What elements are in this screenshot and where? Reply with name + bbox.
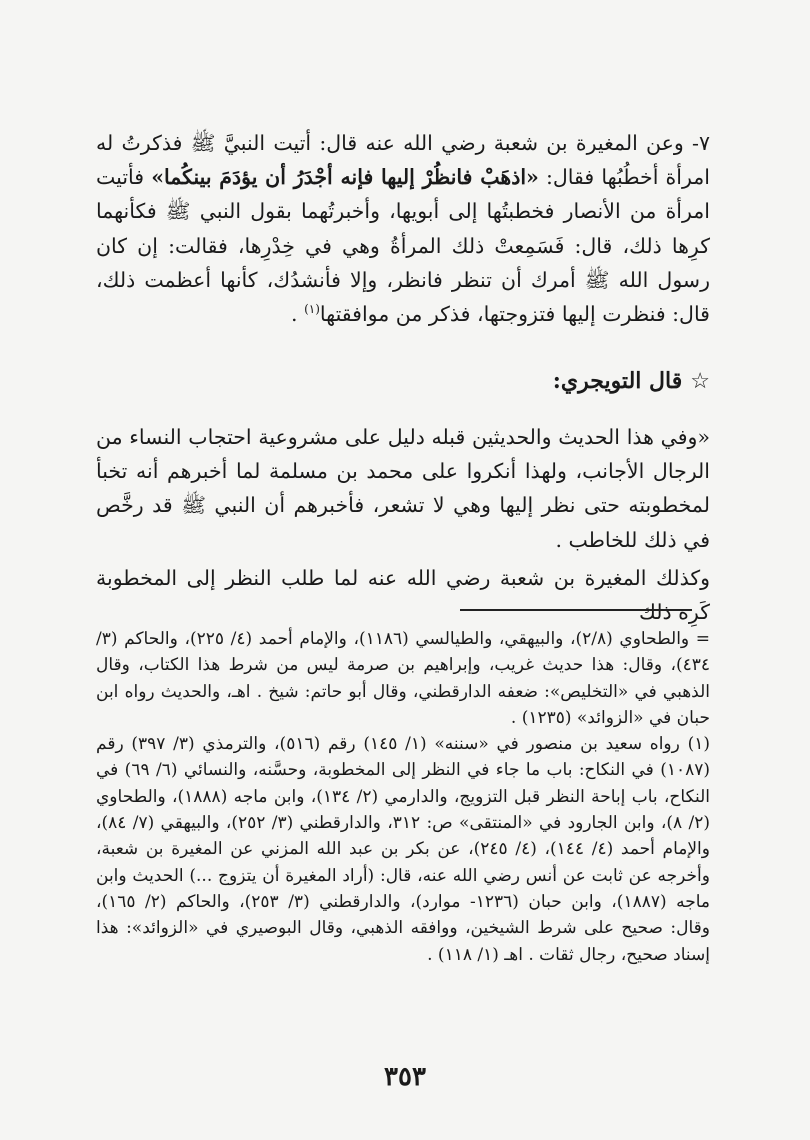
footnote-continuation: = والطحاوي (٢/٨)، والبيهقي، والطيالسي (١١٨٦)، والإمام أحمد (٤/ ٢٢٥)، والحاكم (٣/ ٤٣٤)، وقال: هذا حديث غريب، وإبراهيم بن صرمة ليس من شرط هذا الكتاب، وقال الذهبي في «التخليص»: ضعفه الدارقطني، وقال أبو حاتم: شيخ . اهـ، والحديث رواه ابن حبان في «الزوائد» (١٢٣٥) . [96,629,711,728]
commentary [96,420,710,629]
hadith-end: . [291,302,305,327]
section-heading-title: قال التويجري: [552,368,683,394]
hadith-text: ٧- وعن المغيرة بن شعبة رضي الله عنه قال: أتيت النبيَّ ﷺ فذكرتُ له امرأة أخطُبُها فقال: [96,131,710,190]
footnote-ref[interactable]: (١) [304,302,320,317]
hadith-quote: «اذهَبْ فانظُرْ إليها فإنه أجْدَرُ أن يؤدَمَ بينكُما» [151,165,539,190]
commentary-paragraph-2: وكذلك المغيرة بن شعبة رضي الله عنه لما طلب النظر إلى المخطوبة كَرِه ذلك [96,565,710,625]
footnotes [96,626,710,968]
star-icon: ☆ [690,369,710,394]
commentary-paragraph-1: «وفي هذا الحديث والحديثين قبله دليل على مشروعية احتجاب النساء من الرجال الأجانب، ولهذا أنكروا على محمد بن مسلمة لما أخبرهم أنه تخبأ لمخطوبته حتى نظر إليها وهي لا تشعر، فأخبرهم أن النبي ﷺ قد رخَّص في ذلك للخاطب . [96,425,710,552]
hadith-text-after: فأتيت امرأة من الأنصار فخطبتُها إلى أبويها، وأخبرتُهما بقول النبي ﷺ فكأنهما كرِها ذلك، قال: فَسَمِعتْ ذلك المرأةُ وهي في خِدْرِها، فقالت: إن كان رسول الله ﷺ أمرك أن تنظر فانظر، وإلا فأنشدُك، كأنها أعظمت ذلك، قال: فنظرت إليها فتزوجتها، فذكر من موافقتها [96,165,710,327]
section-heading [96,364,710,399]
hadith-paragraph [96,126,710,331]
footnote-1: (١) رواه سعيد بن منصور في «سننه» (١/ ١٤٥) رقم (٥١٦)، والترمذي (٣/ ٣٩٧) رقم (١٠٨٧) في النكاح: باب ما جاء في النظر إلى المخطوبة، وحسَّنه، والنسائي (٦/ ٦٩) في النكاح، باب إباحة النظر قبل التزويج، والدارمي (٢/ ١٣٤)، وابن ماجه (١٨٨٨)، والطحاوي (٢/ ٨)، وابن الجارود في «المنتقى» ص: ٣١٢، والدارقطني (٣/ ٢٥٢)، والبيهقي (٧/ ٨٤)، والإمام أحمد (٤/ ١٤٤)، (٤/ ٢٤٥)، عن بكر بن عبد الله المزني عن المغيرة بن شعبة، وأخرجه عن ثابت عن أنس رضي الله عنه، قال: (أراد المغيرة أن يتزوج ...) الحديث وابن ماجه (١٨٨٧)، وابن حبان (١٢٣٦- موارد)، والدارقطني (٣/ ٢٥٣)، والحاكم (٢/ ١٦٥)، وقال: صحيح على شرط الشيخين، ووافقه الذهبي، وقال البوصيري في «الزوائد»: هذا إسناد صحيح، رجال ثقات . اهـ (١/ ١١٨) . [96,734,711,965]
footnote-separator [460,609,692,611]
page-number: ٣٥٣ [384,1062,426,1092]
